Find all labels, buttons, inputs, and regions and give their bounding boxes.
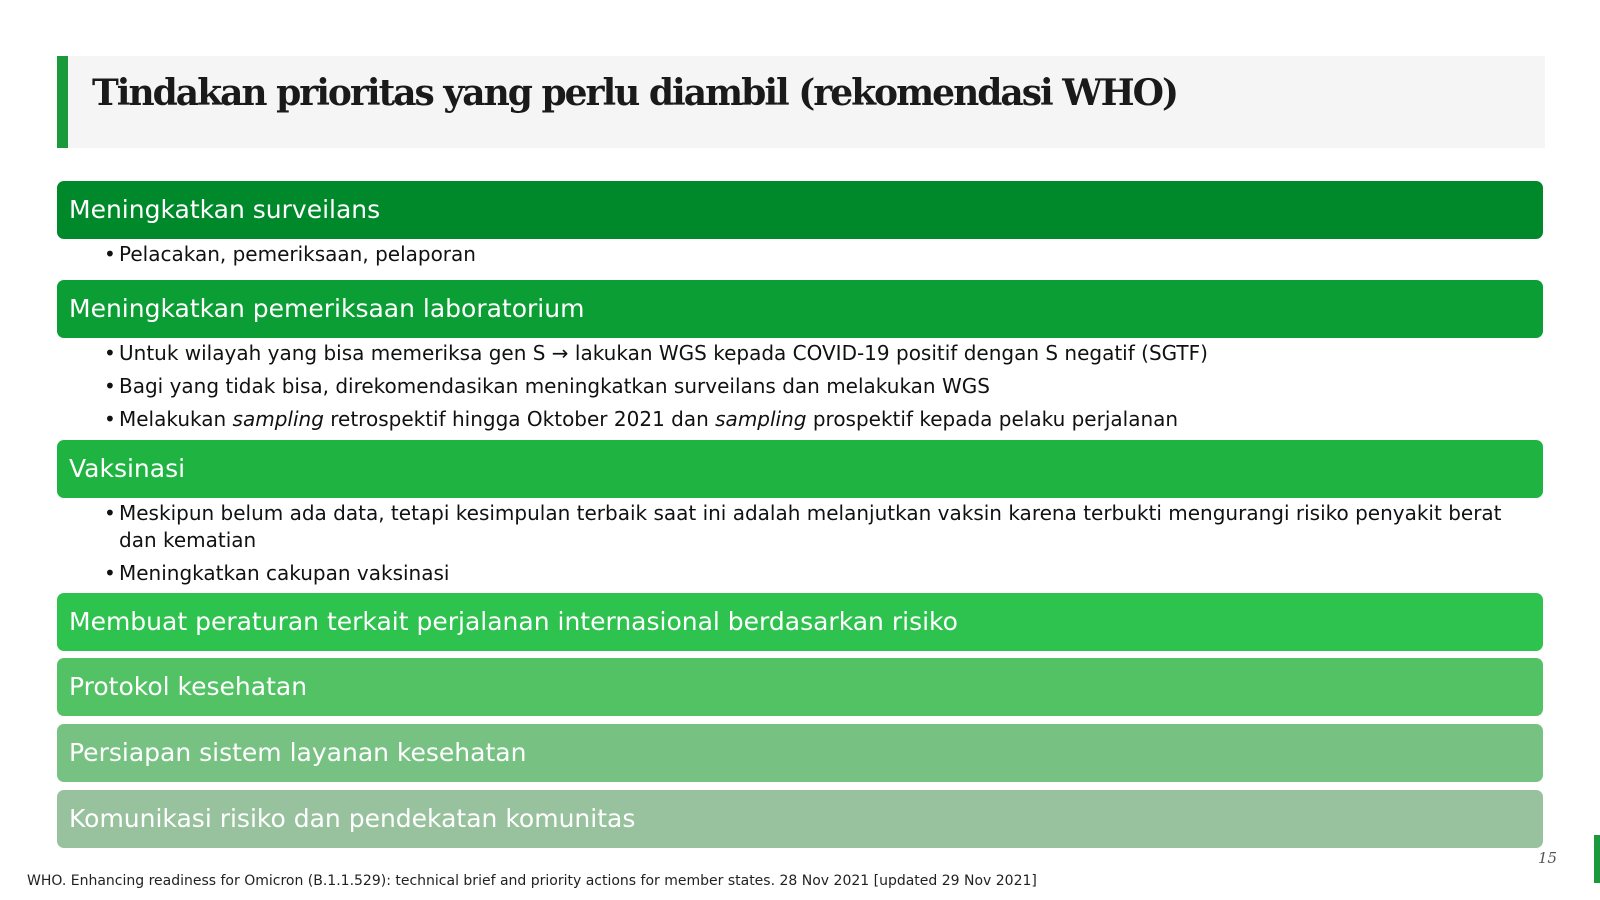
bullet-item: • Meskipun belum ada data, tetapi kesimpulan terbaik saat ini adalah melanjutkan vaksin karena terbukti mengurangi risiko penyakit berat dan kematian xyxy=(104,501,1502,552)
bullet-dot: • xyxy=(104,341,116,365)
bullet-item: • Meningkatkan cakupan vaksinasi xyxy=(104,561,450,585)
section-heading-surveilans: Meningkatkan surveilans xyxy=(57,181,1543,239)
bullet-item: • Pelacakan, pemeriksaan, pelaporan xyxy=(104,242,476,266)
section-bullets-laboratorium xyxy=(104,340,1534,439)
section-heading-vaksinasi: Vaksinasi xyxy=(57,440,1543,498)
bullet-dot: • xyxy=(104,242,116,266)
bullet-item: • Untuk wilayah yang bisa memeriksa gen S → lakukan WGS kepada COVID-19 positif dengan S negatif (SGTF) xyxy=(104,341,1208,365)
bullet-item: • Melakukan sampling retrospektif hingga Oktober 2021 dan sampling prospektif kepada pelaku perjalanan xyxy=(104,407,1179,431)
bullet-dot: • xyxy=(104,374,116,398)
slide-title: Tindakan prioritas yang perlu diambil (rekomendasi WHO) xyxy=(92,72,1178,114)
section-heading-layanan: Persiapan sistem layanan kesehatan xyxy=(57,724,1543,782)
bullet-item: • Bagi yang tidak bisa, direkomendasikan meningkatkan surveilans dan melakukan WGS xyxy=(104,374,990,398)
page-accent-bar xyxy=(1594,835,1600,883)
section-heading-protokol: Protokol kesehatan xyxy=(57,658,1543,716)
section-heading-laboratorium: Meningkatkan pemeriksaan laboratorium xyxy=(57,280,1543,338)
section-bullets-vaksinasi xyxy=(104,500,1534,593)
bullet-dot: • xyxy=(104,501,116,525)
section-bullets-surveilans xyxy=(104,241,1534,274)
section-heading-komunikasi: Komunikasi risiko dan pendekatan komunitas xyxy=(57,790,1543,848)
page-number: 15 xyxy=(1538,849,1558,867)
bullet-dot: • xyxy=(104,407,116,431)
title-accent-bar xyxy=(57,56,68,148)
section-heading-perjalanan: Membuat peraturan terkait perjalanan internasional berdasarkan risiko xyxy=(57,593,1543,651)
bullet-dot: • xyxy=(104,561,116,585)
footer-reference: WHO. Enhancing readiness for Omicron (B.1.1.529): technical brief and priority actions for member states. 28 Nov 2021 [updated 29 Nov 2021] xyxy=(27,873,1037,889)
